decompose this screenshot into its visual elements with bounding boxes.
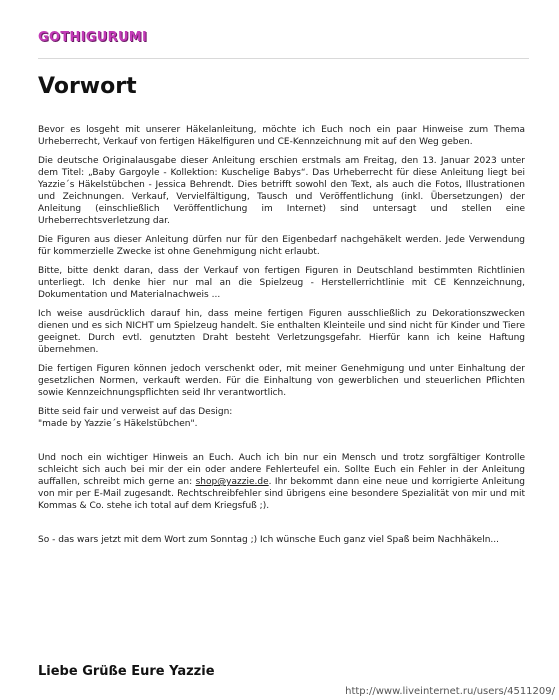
design-note-line2: "made by Yazzie´s Häkelstübchen". xyxy=(38,419,198,429)
header-divider xyxy=(38,58,529,59)
paragraph-intro: Bevor es losgeht mit unserer Häkelanleitung, möchte ich Euch noch ein paar Hinweise zum Thema Urheberrecht, Verkauf von fertigen Häkelfiguren und CE-Kennzeichnung mit auf den Weg geben. xyxy=(38,125,525,147)
watermark-url: http://www.liveinternet.ru/users/4511209/ xyxy=(345,686,555,697)
design-note-line1: Bitte seid fair und verweist auf das Design: xyxy=(38,407,233,417)
document-body xyxy=(38,124,525,553)
paragraph-sunday: So - das wars jetzt mit dem Wort zum Sonntag ;) Ich wünsche Euch ganz viel Spaß beim Nachhäkeln... xyxy=(38,535,499,545)
paragraph-errors xyxy=(38,452,525,512)
errors-text-after: . Ihr bekommt dann eine neue und korrigierte Anleitung von mir per E-Mail zugesandt. Rechtschreibfehler sind übrigens eine besondere Spezialität von mir und mit Kommas & Co. stehe ich total auf dem Kriegsfuß ;). xyxy=(38,477,525,511)
paragraph-gifting: Die fertigen Figuren können jedoch verschenkt oder, mit meiner Genehmigung und unter Einhaltung der gesetzlichen Normen, verkauft werden. Für die Einhaltung von gewerblichen und steuerlichen Pflichten sowie Kennzeichnungspflichten seid Ihr verantwortlich. xyxy=(38,364,525,398)
paragraph-sales-rules: Bitte, bitte denkt daran, dass der Verkauf von fertigen Figuren in Deutschland bestimmten Richtlinien unterliegt. Ich denke hier nur mal an die Spielzeug - Herstellerrichtlinie mit CE Kennzeichnung, Dokumentation und Materialnachweis ... xyxy=(38,266,525,300)
email-link[interactable]: shop@yazzie.de xyxy=(195,477,269,487)
paragraph-decoration-only: Ich weise ausdrücklich darauf hin, dass meine fertigen Figuren ausschließlich zu Dekorationszwecken dienen und es sich NICHT um Spielzeug handelt. Sie enthalten Kleinteile und sind nicht für Kinder und Tiere geeignet. Durch evtl. genutzten Draht besteht Verletzungsgefahr. Hierfür kann ich keine Haftung übernehmen. xyxy=(38,309,525,355)
page-title: Vorwort xyxy=(38,74,137,99)
closing-signature: Liebe Grüße Eure Yazzie xyxy=(38,664,215,679)
paragraph-personal-use: Die Figuren aus dieser Anleitung dürfen nur für den Eigenbedarf nachgehäkelt werden. Jede Verwendung für kommerzielle Zwecke ist ohne Genehmigung nicht erlaubt. xyxy=(38,235,525,257)
paragraph-copyright: Die deutsche Originalausgabe dieser Anleitung erschien erstmals am Freitag, den 13. Januar 2023 unter dem Titel: „Baby Gargoyle - Kollektion: Kuschelige Babys“. Das Urheberrecht für diese Anleitung liegt bei Yazzie´s Häkelstübchen - Jessica Behrendt. Dies betrifft sowohl den Text, als auch die Fotos, Illustrationen und Zeichnungen. Verkauf, Vervielfältigung, Tausch und Veröffentlichung (inkl. Übersetzungen) der Anleitung (einschließlich Veröffentlichung im Internet) sind untersagt und stellen eine Urheberrechtsverletzung dar. xyxy=(38,156,525,226)
errors-text-before: Und noch ein wichtiger Hinweis an Euch. Auch ich bin nur ein Mensch und trotz sorgfältiger Kontrolle schleicht sich auch bei mir der ein oder andere Fehlerteufel ein. Sollte Euch ein Fehler in der Anleitung auffallen, schreibt mich gerne an: xyxy=(38,453,525,487)
paragraph-design-credit xyxy=(38,406,525,430)
brand-logo: GOTHIGURUMI xyxy=(38,30,148,45)
